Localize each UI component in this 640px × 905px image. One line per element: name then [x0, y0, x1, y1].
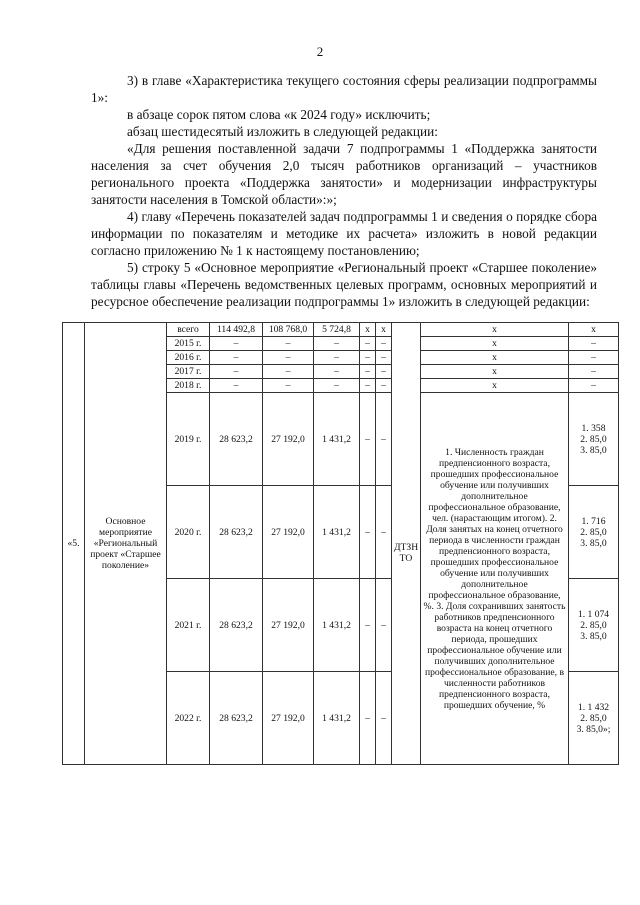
other-cell: –	[376, 393, 392, 486]
indicator-value-cell: –	[569, 365, 619, 379]
regional-cell: –	[314, 337, 360, 351]
value-3: 3. 85,0	[580, 444, 607, 456]
document-body	[91, 72, 597, 310]
indicator-value-cell	[569, 486, 619, 579]
value-3: 3. 85,0	[580, 630, 607, 642]
value-2: 2. 85,0	[580, 526, 607, 538]
total-cell: –	[210, 379, 263, 393]
federal-cell: –	[263, 337, 314, 351]
period-cell: 2018 г.	[167, 379, 210, 393]
value-3: 3. 85,0	[580, 537, 607, 549]
federal-cell: 27 192,0	[263, 579, 314, 672]
federal-cell: –	[263, 379, 314, 393]
total-cell: –	[210, 365, 263, 379]
other-cell: –	[376, 672, 392, 765]
indicator-cell: х	[421, 323, 569, 337]
other-cell: –	[376, 337, 392, 351]
row-number: «5.	[63, 323, 85, 765]
indicator-value-cell: –	[569, 351, 619, 365]
indicator-value-cell: –	[569, 337, 619, 351]
value-2: 2. 85,0	[580, 712, 607, 724]
federal-cell: –	[263, 365, 314, 379]
period-cell: 2015 г.	[167, 337, 210, 351]
regional-cell: –	[314, 365, 360, 379]
regional-cell: 1 431,2	[314, 672, 360, 765]
period-cell: 2019 г.	[167, 393, 210, 486]
other-cell: –	[376, 365, 392, 379]
total-cell: 28 623,2	[210, 672, 263, 765]
regional-cell: 1 431,2	[314, 486, 360, 579]
total-cell: 28 623,2	[210, 393, 263, 486]
regional-cell: 1 431,2	[314, 393, 360, 486]
total-cell: 28 623,2	[210, 579, 263, 672]
federal-cell: –	[263, 351, 314, 365]
table-row	[63, 323, 619, 337]
other-cell: –	[376, 379, 392, 393]
federal-cell: 27 192,0	[263, 672, 314, 765]
total-cell: 114 492,8	[210, 323, 263, 337]
indicator-cell: х	[421, 351, 569, 365]
period-cell: 2020 г.	[167, 486, 210, 579]
indicator-cell: х	[421, 337, 569, 351]
value-2: 2. 85,0	[580, 619, 607, 631]
indicator-value-cell	[569, 579, 619, 672]
local-cell: –	[360, 579, 376, 672]
other-cell: –	[376, 579, 392, 672]
other-cell: –	[376, 486, 392, 579]
measure-name: Основное мероприятие «Региональный проект «Старшее поколение»	[85, 323, 167, 765]
other-cell: –	[376, 351, 392, 365]
local-cell: –	[360, 486, 376, 579]
value-2: 2. 85,0	[580, 433, 607, 445]
value-1: 1. 716	[581, 515, 606, 527]
indicator-value-cell	[569, 672, 619, 765]
value-1: 1. 1 074	[577, 608, 610, 620]
regional-cell: 1 431,2	[314, 579, 360, 672]
federal-cell: 108 768,0	[263, 323, 314, 337]
period-cell: 2017 г.	[167, 365, 210, 379]
period-cell: 2021 г.	[167, 579, 210, 672]
executor-cell: ДТЗН ТО	[392, 323, 421, 765]
local-cell: –	[360, 337, 376, 351]
period-cell: 2022 г.	[167, 672, 210, 765]
federal-cell: 27 192,0	[263, 486, 314, 579]
local-cell: х	[360, 323, 376, 337]
total-cell: –	[210, 351, 263, 365]
local-cell: –	[360, 351, 376, 365]
paragraph-6: 5) строку 5 «Основное мероприятие «Региональный проект «Старшее поколение» таблицы главы «Перечень ведомственных целевых программ, основных мероприятий и ресурсное обеспечение реализации подпрограммы 1» изложить в следующей редакции:	[91, 260, 597, 309]
indicator-value-cell: х	[569, 323, 619, 337]
page-number: 2	[316, 44, 324, 59]
other-cell: х	[376, 323, 392, 337]
indicator-value-cell: –	[569, 379, 619, 393]
local-cell: –	[360, 379, 376, 393]
value-3: 3. 85,0»;	[576, 723, 611, 735]
indicators-text: 1. Численность граждан предпенсионного возраста, прошедших профессиональное обучение или получивших дополнительное профессиональное образование, чел. (нарастающим итогом). 2. Доля занятых на конец отчетного периода в численности граждан предпенсионного возраста, прошедших профессиональное обучение или получивших дополнительное профессиональное образование, %. 3. Доля сохранивших занятость работников предпенсионного возраста на конец отчетного периода, прошедших профессиональное обучение или получивших дополнительное профессиональное образование, в численности работников предпенсионного возраста, прошедших обучение, %	[421, 393, 569, 765]
paragraph-3: абзац шестидесятый изложить в следующей редакции:	[127, 124, 438, 139]
value-1: 1. 1 432	[577, 701, 610, 713]
indicator-cell: х	[421, 379, 569, 393]
paragraph-2: в абзаце сорок пятом слова «к 2024 году» исключить;	[127, 107, 431, 122]
indicator-cell: х	[421, 365, 569, 379]
total-cell: –	[210, 337, 263, 351]
local-cell: –	[360, 393, 376, 486]
paragraph-1: 3) в главе «Характеристика текущего состояния сферы реализации подпрограммы 1»:	[91, 73, 597, 105]
paragraph-5: 4) главу «Перечень показателей задач подпрограммы 1 и сведения о порядке сбора информации по показателям и методике их расчета» изложить в новой редакции согласно приложению № 1 к настоящему постановлению;	[91, 209, 597, 258]
value-1: 1. 358	[581, 422, 606, 434]
paragraph-4: «Для решения поставленной задачи 7 подпрограммы 1 «Поддержка занятости населения за счет обучения 2,0 тысяч работников организаций – участников регионального проекта «Поддержка занятости» и модернизации инфраструктуры занятости населения в Томской области»:»;	[91, 141, 597, 207]
regional-cell: –	[314, 351, 360, 365]
federal-cell: 27 192,0	[263, 393, 314, 486]
period-cell: 2016 г.	[167, 351, 210, 365]
regional-cell: –	[314, 379, 360, 393]
indicator-value-cell	[569, 393, 619, 486]
local-cell: –	[360, 672, 376, 765]
local-cell: –	[360, 365, 376, 379]
total-cell: 28 623,2	[210, 486, 263, 579]
measures-table	[62, 322, 619, 765]
regional-cell: 5 724,8	[314, 323, 360, 337]
period-cell: всего	[167, 323, 210, 337]
